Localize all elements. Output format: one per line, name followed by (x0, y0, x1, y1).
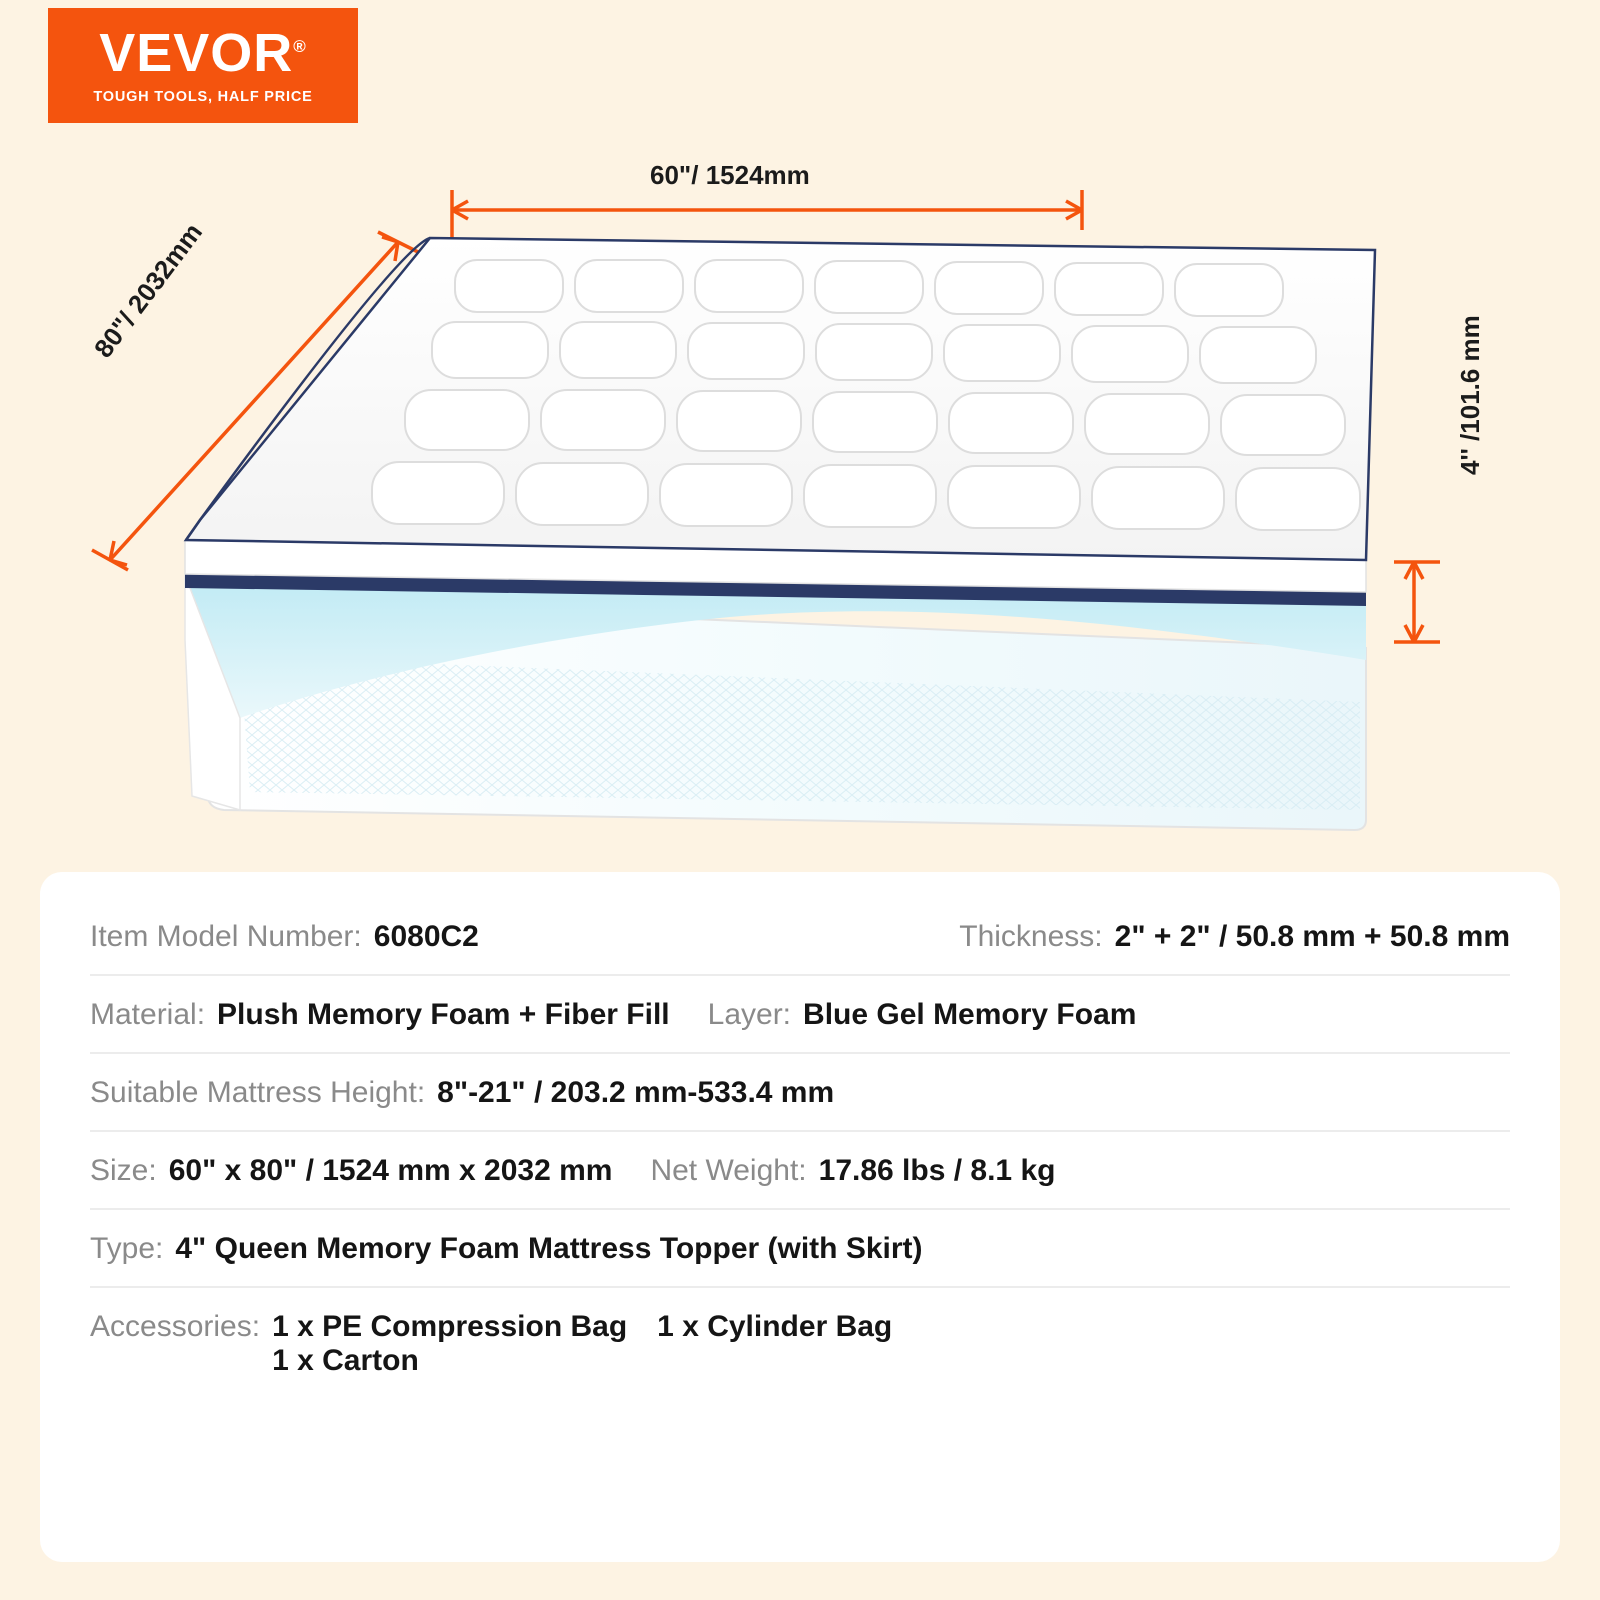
spec-layer-value: Blue Gel Memory Foam (803, 998, 1137, 1031)
spec-accessories-list (272, 1310, 922, 1378)
accessory-item-1: 1 x PE Compression Bag (272, 1310, 628, 1343)
brand-tagline: TOUGH TOOLS, HALF PRICE (93, 89, 313, 105)
spec-model-value: 6080C2 (373, 920, 479, 953)
spec-row-type (90, 1210, 1510, 1288)
spec-net-weight-value: 17.86 lbs / 8.1 kg (818, 1154, 1056, 1187)
brand-name-text: VEVOR (99, 23, 294, 83)
spec-suitable-height-value: 8"-21" / 203.2 mm-533.4 mm (437, 1076, 835, 1109)
height-dimension-label: 4'' /101.6 mm (1455, 315, 1485, 475)
spec-accessories (90, 1310, 922, 1378)
spec-material (90, 998, 670, 1032)
spec-row-model-thickness (90, 898, 1510, 976)
spec-row-accessories (90, 1288, 1510, 1398)
spec-suitable-height-label: Suitable Mattress Height: (90, 1076, 426, 1109)
spec-net-weight-label: Net Weight: (650, 1154, 807, 1187)
accessory-item-3: 1 x Carton (272, 1344, 419, 1377)
spec-size-value: 60" x 80" / 1524 mm x 2032 mm (168, 1154, 613, 1187)
spec-layer-label: Layer: (707, 998, 792, 1031)
spec-type-label: Type: (90, 1232, 164, 1265)
spec-size-label: Size: (90, 1154, 157, 1187)
depth-dimension-label: 80"/ 2032mm (88, 217, 209, 364)
spec-row-material-layer (90, 976, 1510, 1054)
accessory-item-2: 1 x Cylinder Bag (657, 1310, 893, 1343)
spec-type (90, 1232, 923, 1266)
accessory-line-1 (272, 1310, 922, 1344)
mattress-topper-diagram (0, 120, 1600, 860)
spec-model (90, 920, 479, 954)
spec-layer (708, 998, 1137, 1032)
brand-name (99, 23, 307, 83)
specifications-card (40, 872, 1560, 1562)
spec-material-label: Material: (90, 998, 206, 1031)
spec-row-suitable-height (90, 1054, 1510, 1132)
accessory-line-2 (272, 1344, 922, 1378)
spec-net-weight (650, 1154, 1055, 1188)
spec-material-value: Plush Memory Foam + Fiber Fill (217, 998, 670, 1031)
width-dimension-label: 60"/ 1524mm (650, 160, 810, 190)
spec-model-label: Item Model Number: (90, 920, 362, 953)
registered-trademark-icon: ® (293, 37, 307, 56)
product-illustration (0, 120, 1600, 860)
brand-logo (48, 8, 358, 123)
spec-thickness-label: Thickness: (959, 920, 1103, 953)
spec-type-value: 4" Queen Memory Foam Mattress Topper (with Skirt) (175, 1232, 923, 1265)
spec-accessories-label: Accessories: (90, 1310, 261, 1343)
spec-thickness (959, 920, 1510, 954)
spec-row-size-weight (90, 1132, 1510, 1210)
spec-size (90, 1154, 612, 1188)
spec-thickness-value: 2" + 2" / 50.8 mm + 50.8 mm (1114, 920, 1510, 953)
spec-suitable-height (90, 1076, 834, 1110)
